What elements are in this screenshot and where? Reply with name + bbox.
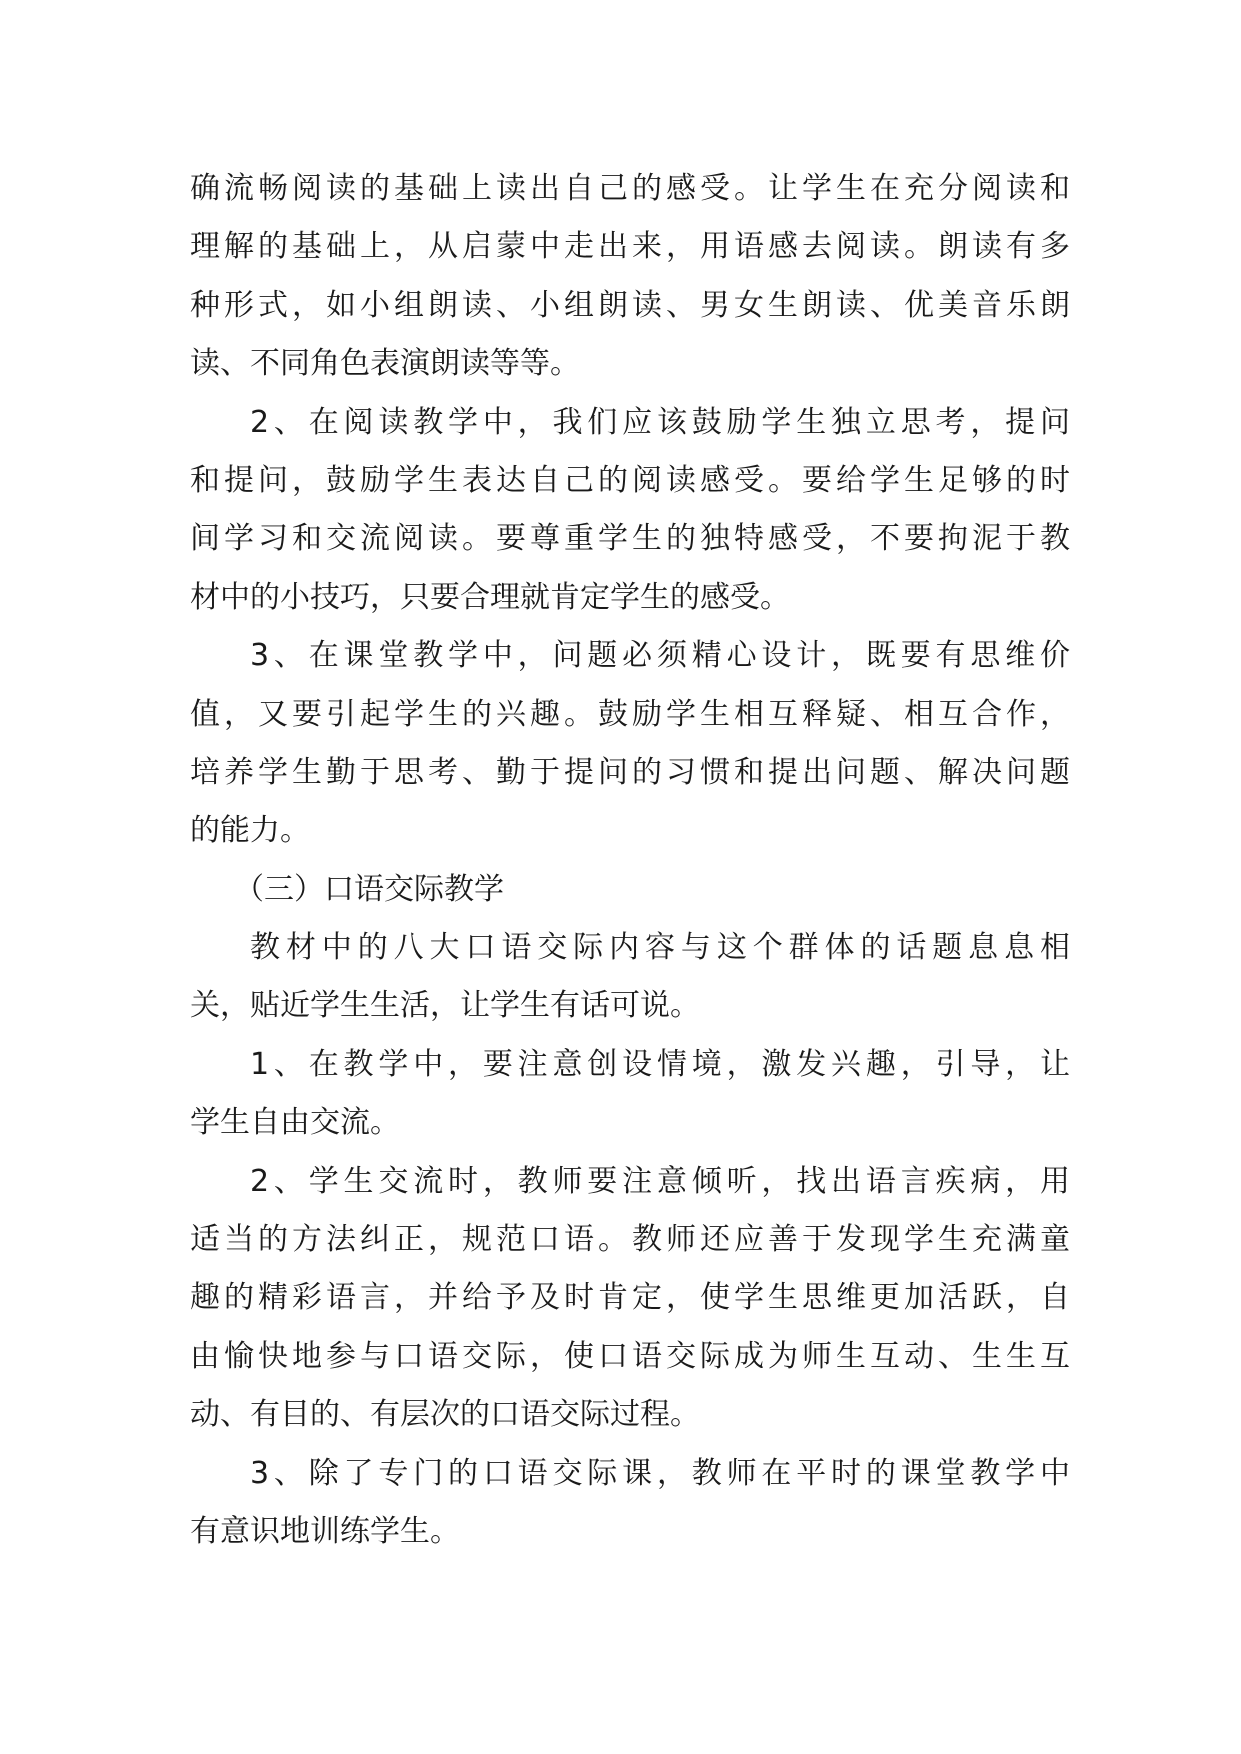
text-line: 由愉快地参与口语交际，使口语交际成为师生互动、生生互 xyxy=(190,1338,1070,1374)
text-line: 2、在阅读教学中，我们应该鼓励学生独立思考，提问 xyxy=(250,404,1070,440)
section-heading: （三）口语交际教学 xyxy=(234,871,504,907)
text-line: 关，贴近学生生活，让学生有话可说。 xyxy=(190,988,700,1024)
text-line: 种形式，如小组朗读、小组朗读、男女生朗读、优美音乐朗 xyxy=(190,287,1070,323)
text-line: 和提问，鼓励学生表达自己的阅读感受。要给学生足够的时 xyxy=(190,462,1070,498)
text-line: 有意识地训练学生。 xyxy=(190,1513,460,1549)
text-line: 培养学生勤于思考、勤于提问的习惯和提出问题、解决问题 xyxy=(190,754,1070,790)
text-line: 理解的基础上，从启蒙中走出来，用语感去阅读。朗读有多 xyxy=(190,229,1070,265)
text-line: 3、在课堂教学中，问题必须精心设计，既要有思维价 xyxy=(250,638,1070,674)
text-line: 1、在教学中，要注意创设情境，激发兴趣，引导，让 xyxy=(250,1046,1070,1082)
text-line: 材中的小技巧，只要合理就肯定学生的感受。 xyxy=(190,579,790,615)
document-body xyxy=(190,160,1070,1561)
text-line: 2、学生交流时，教师要注意倾听，找出语言疾病，用 xyxy=(250,1163,1070,1199)
text-line: 值，又要引起学生的兴趣。鼓励学生相互释疑、相互合作， xyxy=(190,696,1070,732)
text-line: 动、有目的、有层次的口语交际过程。 xyxy=(190,1397,700,1433)
text-line: 的能力。 xyxy=(190,813,310,849)
text-line: 3、除了专门的口语交际课，教师在平时的课堂教学中 xyxy=(250,1455,1070,1491)
text-line: 教材中的八大口语交际内容与这个群体的话题息息相 xyxy=(250,930,1070,966)
text-line: 间学习和交流阅读。要尊重学生的独特感受，不要拘泥于教 xyxy=(190,521,1070,557)
text-line: 趣的精彩语言，并给予及时肯定，使学生思维更加活跃，自 xyxy=(190,1280,1070,1316)
text-line: 确流畅阅读的基础上读出自己的感受。让学生在充分阅读和 xyxy=(190,171,1070,206)
text-line: 读、不同角色表演朗读等等。 xyxy=(190,346,580,382)
text-line: 适当的方法纠正，规范口语。教师还应善于发现学生充满童 xyxy=(190,1222,1070,1258)
text-line: 学生自由交流。 xyxy=(190,1105,400,1141)
